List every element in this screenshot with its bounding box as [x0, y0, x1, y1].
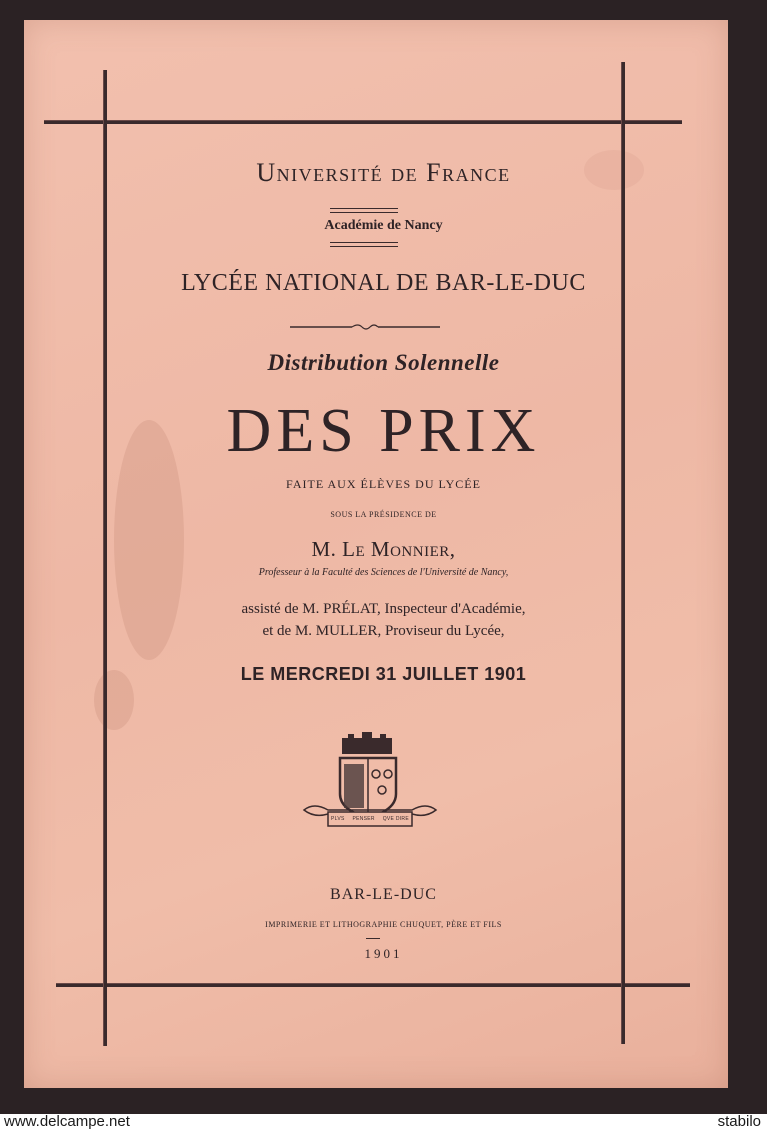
ornamental-divider	[290, 318, 440, 326]
emblem-motto-left: PLVS	[331, 816, 345, 822]
coat-of-arms-emblem	[300, 730, 440, 840]
academy-line: Académie de Nancy	[324, 218, 443, 233]
assist-line-2: et de M. MULLER, Proviseur du Lycée,	[262, 623, 505, 639]
border-bottom-rule	[56, 983, 690, 987]
emblem-motto	[328, 812, 412, 826]
presidence-line: SOUS LA PRÉSIDENCE DE	[330, 510, 437, 519]
printer-line: IMPRIMERIE ET LITHOGRAPHIE CHUQUET, PÈRE ET FILS	[265, 920, 502, 929]
lycee-heading: LYCÉE NATIONAL DE BAR-LE-DUC	[181, 270, 586, 296]
divider-double-2	[330, 242, 398, 247]
footer-seller[interactable]: stabilo	[717, 1113, 761, 1130]
assist-line-1: assisté de M. PRÉLAT, Inspecteur d'Académie,	[241, 601, 526, 617]
date-line: LE MERCREDI 31 JUILLET 1901	[240, 664, 527, 684]
university-heading: Université de France	[256, 158, 511, 187]
emblem-motto-right: QVE DIRE	[382, 816, 409, 822]
border-top-rule	[44, 120, 682, 124]
president-name: M. Le Monnier,	[311, 537, 456, 561]
city-line: BAR-LE-DUC	[330, 886, 437, 903]
divider-double-1	[330, 208, 398, 213]
year-line: 1901	[364, 946, 403, 961]
footer-site-link[interactable]: www.delcampe.net	[4, 1113, 130, 1130]
printer-dash	[366, 938, 380, 939]
president-role: Professeur à la Faculté des Sciences de l'Université de Nancy,	[258, 567, 509, 578]
footer-bar	[0, 1114, 767, 1131]
emblem-motto-mid: PENSER	[352, 816, 375, 822]
distribution-heading: Distribution Solennelle	[267, 350, 500, 375]
main-title: DES PRIX	[226, 397, 541, 465]
subtitle-line: FAITE AUX ÉLÈVES DU LYCÉE	[286, 477, 481, 491]
